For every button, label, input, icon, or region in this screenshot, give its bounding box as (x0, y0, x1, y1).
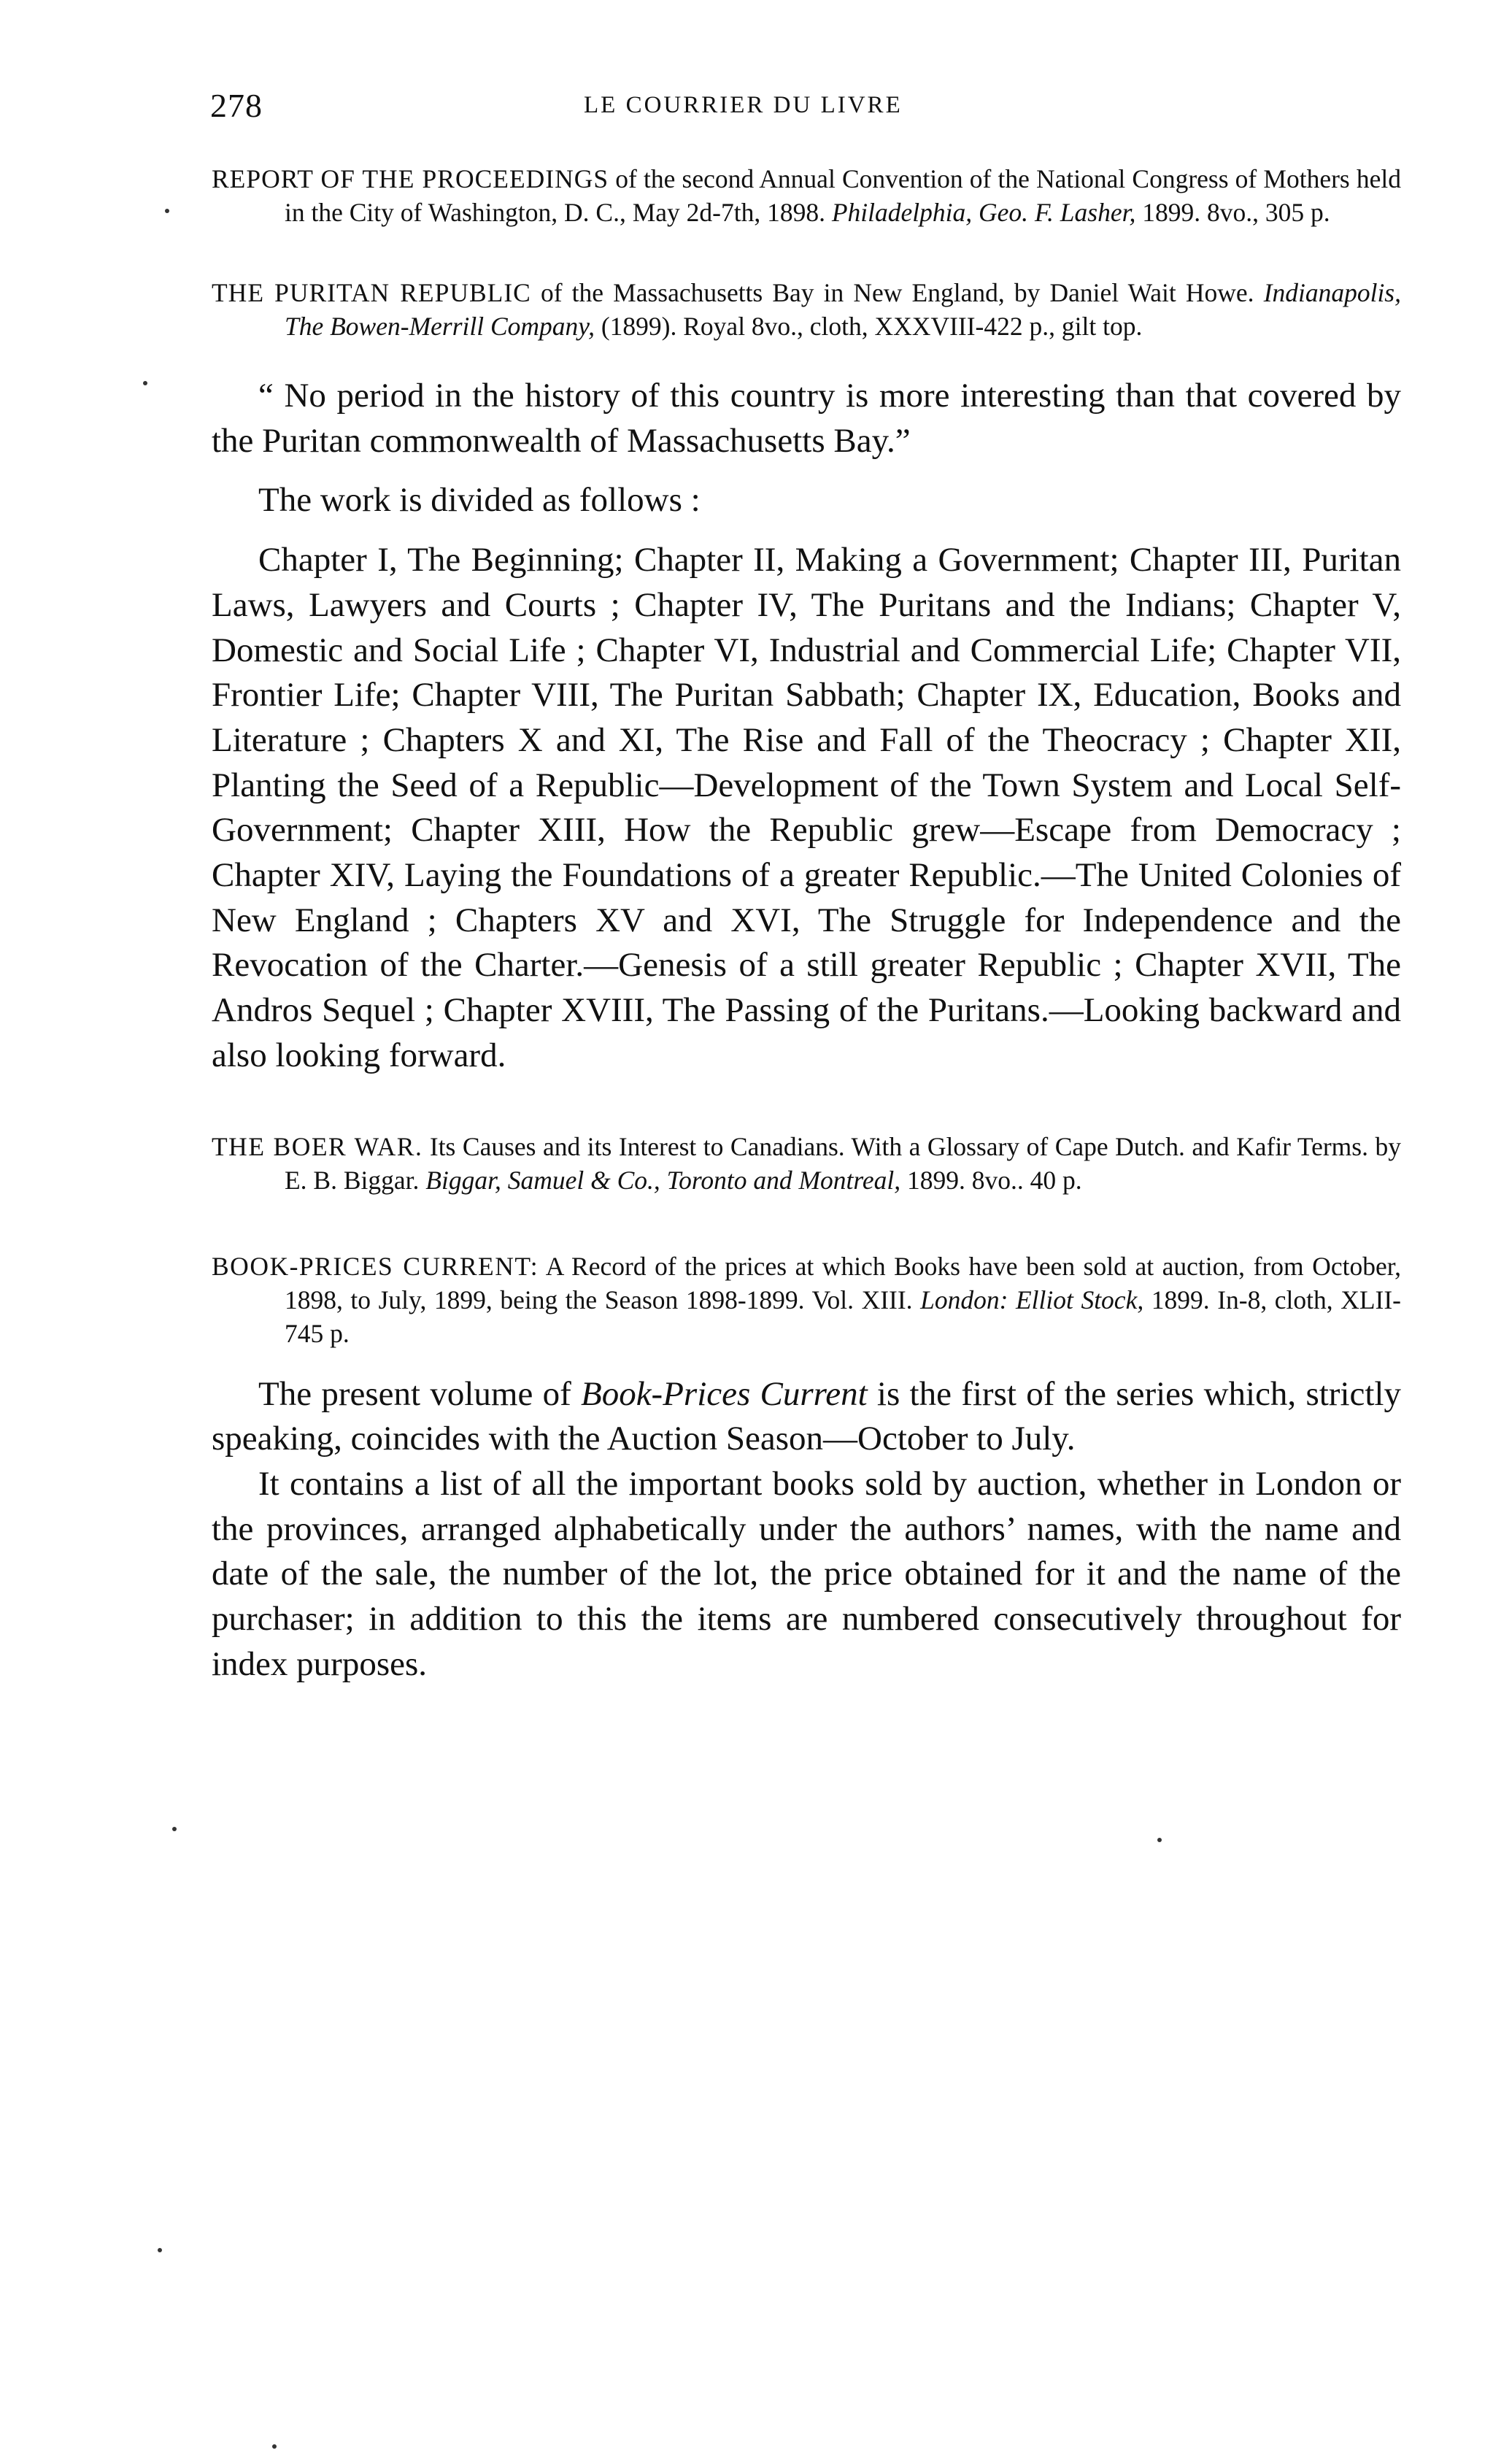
bibliographic-entry (212, 162, 1401, 229)
entry-publisher: London: Elliot Stock, (920, 1285, 1144, 1314)
print-speck (272, 2444, 277, 2449)
review-paragraph (212, 1372, 1401, 1462)
entry-publisher: Indianapolis, The Bowen-Merrill Company, (285, 278, 1401, 341)
book-title: Book-Prices Current (580, 1374, 868, 1413)
entry-publisher: Philadelphia, Geo. F. Lasher, (831, 198, 1136, 227)
entry-text: of the second Annual Convention of the National Congress of Mothers held in the City of Washington, D. C., May 2d-7th, 1898. (285, 164, 1402, 227)
review-text: The present volume of (258, 1374, 571, 1413)
review-paragraph: It contains a list of all the important books sold by auction, whether in London or the provinces, arranged alphabetically under the authors’ names, with the name and date of the sale, the number of the lot, the price obtained for it and the name of the purchaser; in addition to this the items are numbered consecutively throughout for index purposes. (212, 1464, 1401, 1683)
entry-details: 1899. 8vo.. 40 p. (907, 1165, 1082, 1195)
page-number: 278 (210, 87, 263, 124)
review-paragraph: “ No period in the history of this country is more interesting than that covered by the Puritan commonwealth of Massachusetts Bay.” (212, 377, 1401, 460)
review-paragraph: Chapter I, The Beginning; Chapter II, Making a Government; Chapter III, Puritan Laws, Lawyers and Courts ; Chapter IV, The Puritans and the Indians; Chapter V, Domestic and Social Life ; Chapter VI, Industrial and Commercial Life; Chapter VII, Frontier Life; Chapter VIII, The Puritan Sabbath; Chapter IX, Education, Books and Literature ; Chapters X and XI, The Rise and Fall of the Theocracy ; Chapter XII, Planting the Seed of a Republic—Development of the Town System and Local Self-Government; Chapter XIII, How the Republic grew—Escape from Democracy ; Chapter XIV, Laying the Foundations of a greater Republic.—The United Colonies of New England ; Chapters XV and XVI, The Struggle for Independence and the Revocation of the Charter.—Genesis of a still greater Republic ; Chapter XVII, The Andros Sequel ; Chapter XVIII, The Passing of the Puritans.—Looking backward and also looking forward. (212, 541, 1401, 1074)
entry-title: REPORT OF THE PROCEEDINGS (212, 164, 609, 193)
entry-title: BOOK-PRICES CURRENT: (212, 1251, 539, 1281)
entry-title: THE PURITAN REPUBLIC (212, 278, 531, 307)
entry-publisher: Biggar, Samuel & Co., Toronto and Montreal, (425, 1165, 901, 1195)
page-header (212, 80, 1401, 131)
entry-details: (1899). Royal 8vo., cloth, XXXVIII-422 p., gilt top. (601, 312, 1143, 341)
entry-title: THE BOER WAR. (212, 1131, 423, 1161)
bibliographic-entry (212, 1130, 1401, 1197)
entry-details: 1899. 8vo., 305 p. (1142, 198, 1330, 227)
entry-details: 1899. In-8, cloth, XLII-745 p. (285, 1285, 1401, 1348)
review-book-prices-current (212, 1372, 1401, 1687)
entry-text: of the Massachusetts Bay in New England, by Daniel Wait Howe. (540, 278, 1254, 307)
print-speck (143, 381, 147, 385)
entry-text: A Record of the prices at which Books have been sold at auction, from October, 1898, to July, 1899, being the Season 1898-1899. Vol. XIII. (285, 1251, 1401, 1314)
review-text: is the first of the series which, strictly speaking, coincides with the Auction Season—October to July. (212, 1374, 1401, 1458)
print-speck (172, 1827, 177, 1831)
bibliographic-entry (212, 1250, 1401, 1350)
review-paragraph: The work is divided as follows : (258, 481, 701, 520)
print-speck (1157, 1838, 1162, 1842)
review-puritan-republic (212, 374, 1401, 1079)
bibliographic-entry (212, 276, 1401, 343)
page (212, 80, 1401, 1687)
print-speck (165, 209, 169, 213)
entry-text: Its Causes and its Interest to Canadians. With a Glossary of Cape Dutch. and Kafir Terms. by E. B. Biggar. (285, 1131, 1401, 1195)
print-speck (158, 2248, 162, 2252)
running-head: LE COURRIER DU LIVRE (584, 92, 903, 118)
